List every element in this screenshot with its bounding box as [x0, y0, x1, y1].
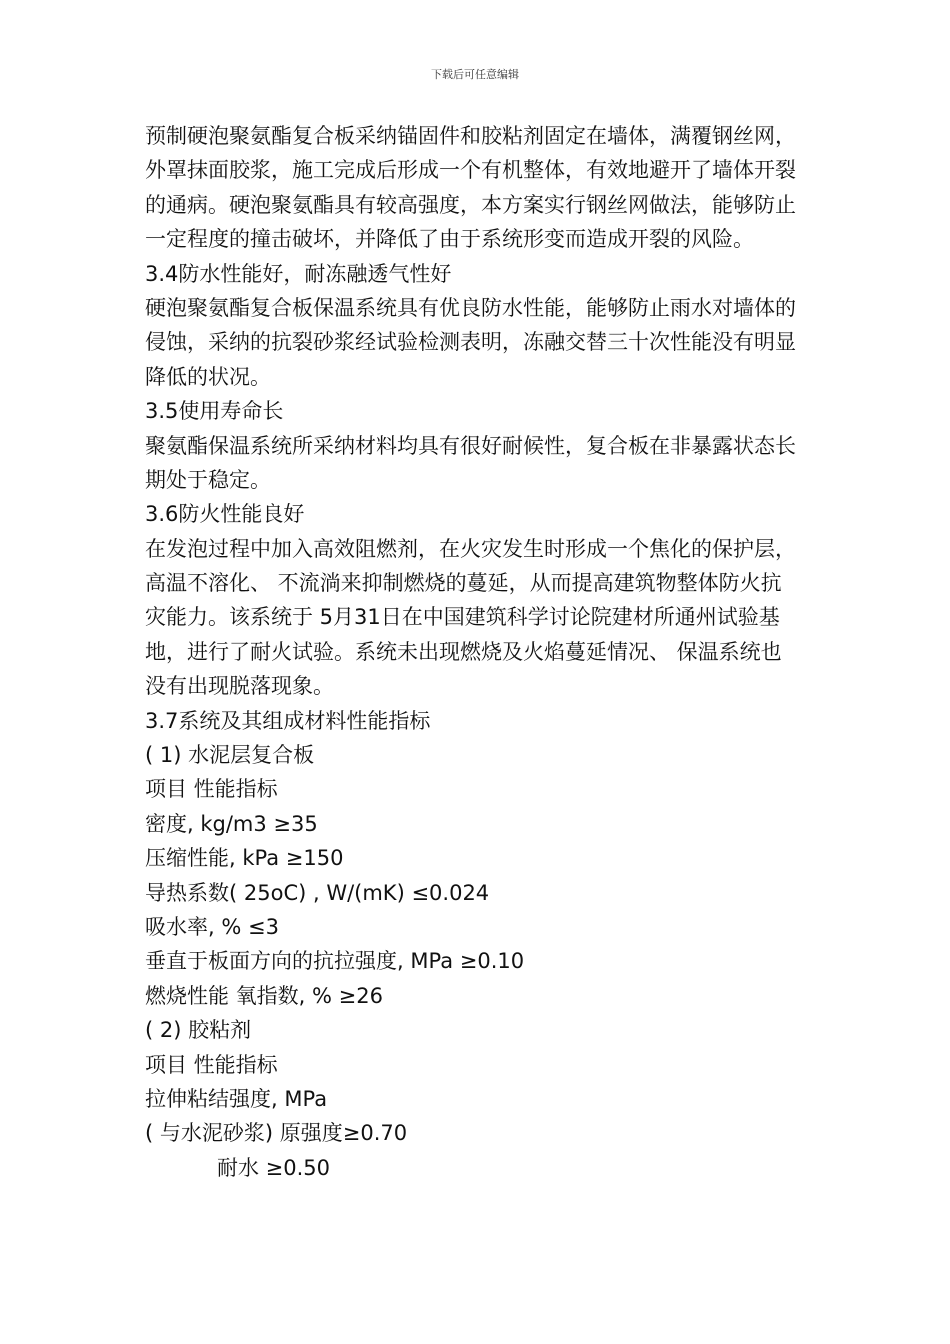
- section-heading-3-4: 3.4防水性能好，耐冻融透气性好: [145, 261, 452, 286]
- spec-line: 拉伸粘结强度, MPa: [145, 1086, 328, 1111]
- subsection-heading: ( 1) 水泥层复合板: [145, 743, 315, 768]
- paragraph-line: 期处于稳定。: [145, 467, 271, 492]
- paragraph-line: 在发泡过程中加入高效阻燃剂，在火灾发生时形成一个焦化的保护层，: [145, 536, 796, 561]
- subsection-heading: ( 2) 胶粘剂: [145, 1018, 252, 1043]
- paragraph-line: 外罩抹面胶浆，施工完成后形成一个有机整体，有效地避开了墙体开裂: [145, 158, 796, 183]
- paragraph-line: 聚氨酯保温系统所采纳材料均具有很好耐候性，复合板在非暴露状态长: [145, 433, 796, 458]
- spec-line: 垂直于板面方向的抗拉强度, MPa ≥0.10: [145, 949, 525, 974]
- paragraph-line: 地，进行了耐火试验。系统未出现燃烧及火焰蔓延情况、 保温系统也: [145, 639, 782, 664]
- spec-line: 导热系数( 25oC) , W/(mK) ≤0.024: [145, 880, 490, 905]
- spec-header-line: 项目 性能指标: [145, 1052, 278, 1077]
- paragraph-line: 没有出现脱落现象。: [145, 674, 334, 699]
- paragraph-line: 侵蚀，采纳的抗裂砂浆经试验检测表明，冻融交替三十次性能没有明显: [145, 330, 796, 355]
- spec-line: ( 与水泥砂浆) 原强度≥0.70: [145, 1121, 408, 1146]
- paragraph-line: 硬泡聚氨酯复合板保温系统具有优良防水性能，能够防止雨水对墙体的: [145, 295, 796, 320]
- spec-header-line: 项目 性能指标: [145, 777, 278, 802]
- section-heading-3-7: 3.7系统及其组成材料性能指标: [145, 708, 431, 733]
- page-header-note: 下载后可任意编辑: [431, 68, 519, 81]
- spec-line: 压缩性能, kPa ≥150: [145, 846, 344, 871]
- section-heading-3-5: 3.5使用寿命长: [145, 399, 284, 424]
- paragraph-line: 高温不溶化、 不流淌来抑制燃烧的蔓延，从而提高建筑物整体防火抗: [145, 571, 782, 596]
- section-heading-3-6: 3.6防火性能良好: [145, 502, 305, 527]
- paragraph-line: 灾能力。该系统于 5月31日在中国建筑科学讨论院建材所通州试验基: [145, 605, 780, 630]
- paragraph-line: 一定程度的撞击破坏，并降低了由于系统形变而造成开裂的风险。: [145, 227, 754, 252]
- spec-line: 燃烧性能 氧指数, % ≥26: [145, 983, 383, 1008]
- document-body: [145, 119, 875, 1185]
- paragraph-line: 预制硬泡聚氨酯复合板采纳锚固件和胶粘剂固定在墙体，满覆钢丝网，: [145, 124, 796, 148]
- spec-line: 密度, kg/m3 ≥35: [145, 811, 318, 836]
- spec-line: 吸水率, % ≤3: [145, 914, 279, 939]
- spec-line: 耐水 ≥0.50: [217, 1155, 331, 1180]
- paragraph-line: 的通病。硬泡聚氨酯具有较高强度，本方案实行钢丝网做法，能够防止: [145, 192, 796, 217]
- paragraph-line: 降低的状况。: [145, 364, 271, 389]
